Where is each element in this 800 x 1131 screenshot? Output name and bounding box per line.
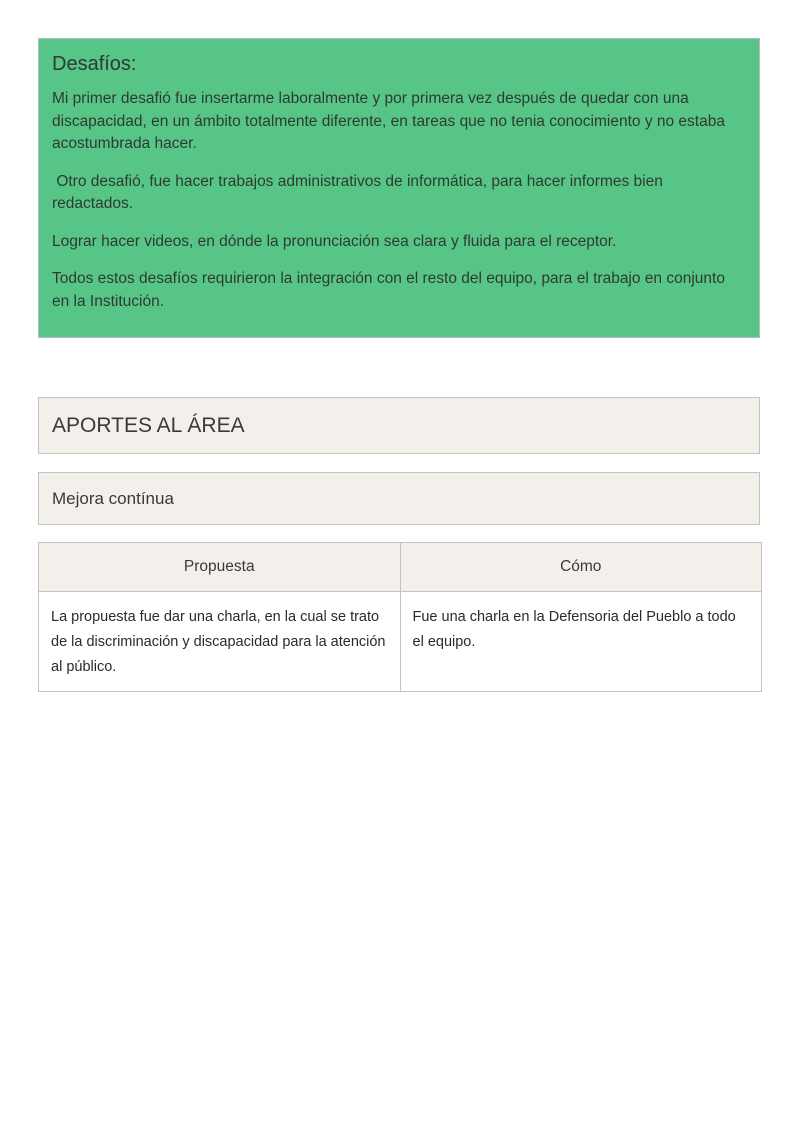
table-cell-como: Fue una charla en la Defensoria del Pueblo a todo el equipo. <box>400 592 762 692</box>
table-header-row <box>39 543 762 592</box>
challenges-box <box>38 38 760 338</box>
challenge-paragraph: Todos estos desafíos requirieron la integración con el resto del equipo, para el trabajo en conjunto en la Institución. <box>52 270 725 310</box>
subsection-title: Mejora contínua <box>52 488 174 508</box>
subsection-header <box>38 472 760 525</box>
table-cell-propuesta: La propuesta fue dar una charla, en la cual se trato de la discriminación y discapacidad para la atención al público. <box>39 592 401 692</box>
challenge-paragraph: Otro desafió, fue hacer trabajos administrativos de informática, para hacer informes bien redactados. <box>52 172 668 212</box>
table-row <box>39 592 762 692</box>
section-title: APORTES AL ÁREA <box>52 413 245 437</box>
challenges-title: Desafíos: <box>52 53 137 75</box>
column-header-como: Cómo <box>400 543 762 592</box>
challenge-paragraph: Lograr hacer videos, en dónde la pronunciación sea clara y fluida para el receptor. <box>52 232 617 250</box>
column-header-propuesta: Propuesta <box>39 543 401 592</box>
challenge-paragraph: Mi primer desafió fue insertarme laboralmente y por primera vez después de quedar con una discapacidad, en un ámbito totalmente diferente, en tareas que no tenia conocimiento y no estaba acostumbrada hacer. <box>52 90 725 152</box>
proposals-table <box>38 542 762 692</box>
section-header <box>38 397 760 454</box>
